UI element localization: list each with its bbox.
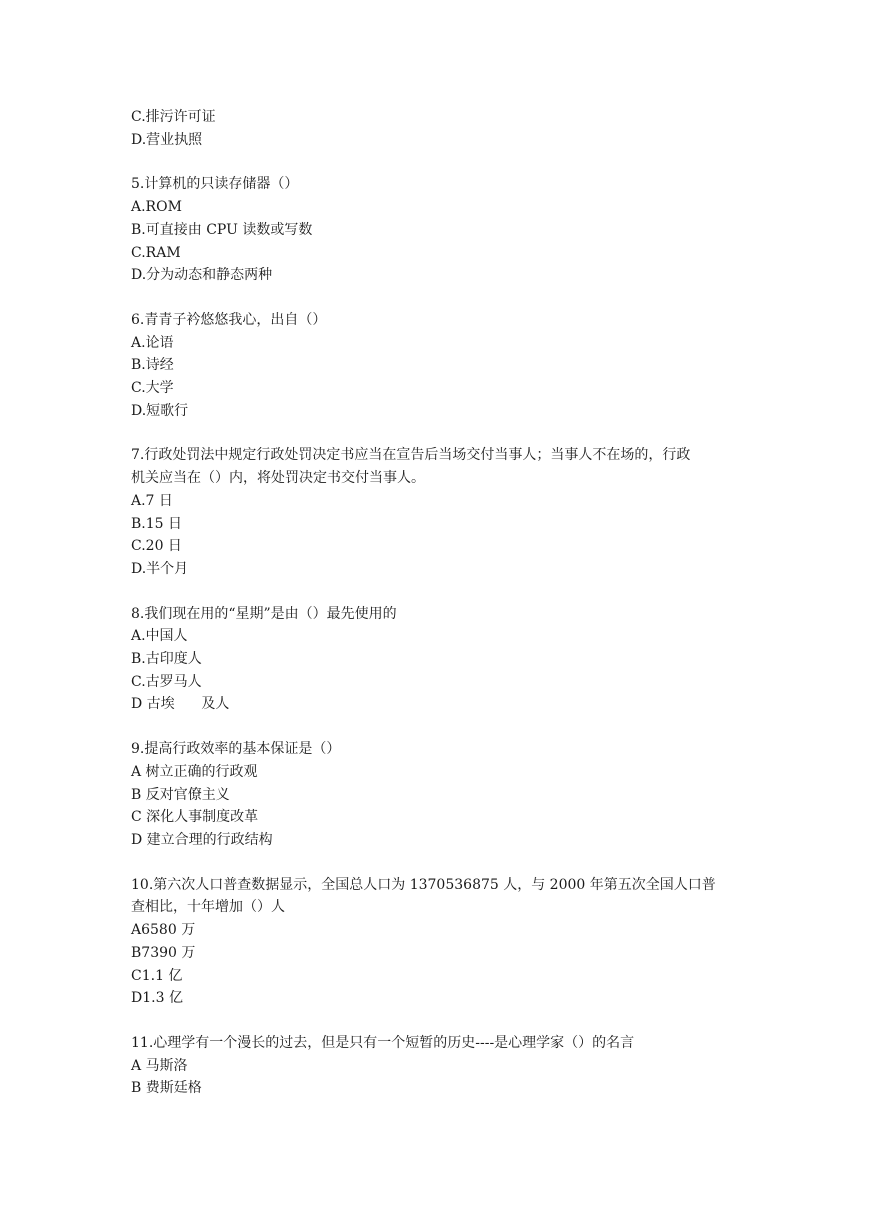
option-c: C1.1 亿 — [131, 967, 183, 984]
option-a: A.论语 — [131, 334, 174, 351]
option-d: D1.3 亿 — [131, 990, 183, 1007]
option-c: C.古罗马人 — [131, 673, 202, 690]
option-b: B 费斯廷格 — [131, 1080, 202, 1097]
question-7 — [131, 444, 751, 580]
document-page — [131, 106, 751, 1100]
option-b: B.15 日 — [131, 515, 183, 532]
option-a: A 树立正确的行政观 — [131, 763, 258, 780]
question-stem: 9.提高行政效率的基本保证是（） — [131, 741, 341, 758]
question-stem: 8.我们现在用的“星期”是由（）最先使用的 — [131, 605, 397, 622]
option-b: B.古印度人 — [131, 651, 202, 668]
option-d: D.短歌行 — [131, 402, 189, 419]
option-c: C.20 日 — [131, 538, 182, 555]
option-c: C.大学 — [131, 380, 174, 397]
option-d: D 建立合理的行政结构 — [131, 831, 273, 848]
option-a: A.中国人 — [131, 628, 188, 645]
option-a: A.7 日 — [131, 492, 173, 509]
question-8 — [131, 603, 751, 717]
question-stem-line-2: 查相比，十年增加（）人 — [131, 899, 285, 916]
question-stem: 11.心理学有一个漫长的过去，但是只有一个短暂的历史----是心理学家（）的名言 — [131, 1034, 635, 1051]
option-a: A6580 万 — [131, 922, 196, 939]
option-a: A.ROM — [131, 199, 182, 216]
option-a: A 马斯洛 — [131, 1057, 188, 1074]
question-10 — [131, 874, 751, 1010]
question-6 — [131, 309, 751, 423]
question-11 — [131, 1032, 751, 1100]
question-5 — [131, 173, 751, 287]
option-d: D.分为动态和静态两种 — [131, 267, 273, 284]
option-b: B.可直接由 CPU 读数或写数 — [131, 221, 313, 238]
question-stem: 6.青青子衿悠悠我心，出自（） — [131, 311, 327, 328]
option-b: B 反对官僚主义 — [131, 786, 230, 803]
option-b: B.诗经 — [131, 357, 174, 374]
option-c: C 深化人事制度改革 — [131, 809, 259, 826]
option-d: D.半个月 — [131, 560, 189, 577]
question-4-tail — [131, 106, 751, 151]
option-c: C.排污许可证 — [131, 109, 216, 125]
option-b: B7390 万 — [131, 944, 196, 961]
question-stem-line-1: 10.第六次人口普查数据显示，全国总人口为 1370536875 人，与 2000 年第五次全国人口普 — [131, 876, 716, 893]
option-c: C.RAM — [131, 244, 181, 261]
option-d: D 古埃 及人 — [131, 696, 230, 713]
question-stem: 5.计算机的只读存储器（） — [131, 176, 299, 193]
option-d: D.营业执照 — [131, 131, 203, 148]
question-stem-line-2: 机关应当在（）内，将处罚决定书交付当事人。 — [131, 470, 425, 487]
question-stem-line-1: 7.行政处罚法中规定行政处罚决定书应当在宣告后当场交付当事人；当事人不在场的，行政 — [131, 447, 691, 464]
question-9 — [131, 738, 751, 852]
